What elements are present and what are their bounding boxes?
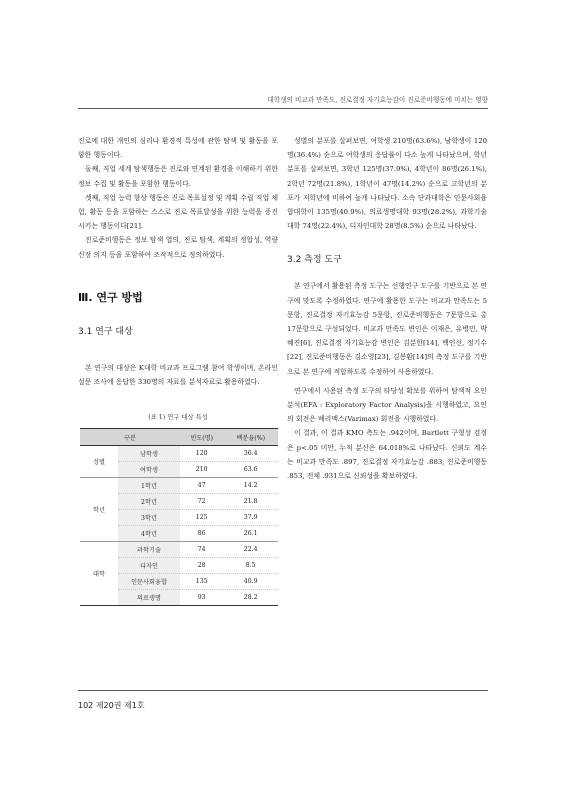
category-cell: 과학기술 — [118, 542, 180, 558]
table-header: 구분 — [80, 429, 180, 446]
percent-cell: 8.5 — [223, 558, 278, 574]
group-label: 성별 — [80, 446, 118, 478]
subsection-title: 3.1 연구 대상 — [78, 326, 133, 337]
percent-cell: 22.4 — [223, 542, 278, 558]
count-cell: 120 — [180, 446, 223, 462]
percent-cell: 14.2 — [223, 478, 278, 494]
paragraph: 진로에 대한 개인의 심리나 환경적 특성에 관한 탐색 및 활동을 포함한 행동이다. — [78, 137, 278, 160]
percent-cell: 36.4 — [223, 446, 278, 462]
section-title: Ⅲ. 연구 방법 — [78, 290, 143, 304]
table-caption: (표 1) 연구 대상 특성 — [148, 414, 208, 422]
paragraph: 진로준비행동은 정보 탐색 열의, 진로 탐색, 계획의 정합성, 역량 신장 의지 등을 포함하여 조작적으로 정의하였다. — [78, 236, 278, 259]
count-cell: 74 — [180, 542, 223, 558]
table-row — [80, 478, 278, 494]
running-head: 대학생의 비교과 만족도, 진로결정 자기효능감이 진로준비행동에 미치는 영향 — [267, 96, 488, 104]
category-cell: 여학생 — [118, 462, 180, 478]
paragraph: 이 결과, 이 결과 KMO 측도는 .942이며, Bartlett 구형성 검정은 p<.05 미만, 누적 분산은 64.018%로 나타났다. 신뢰도 계수는 비교과 만족도 .897, 진로결정 자기효능감 .883, 진로준비행동 .853, 전체 .931으로 신뢰성을 확보하였다. — [287, 429, 487, 481]
category-cell: 2학년 — [118, 494, 180, 510]
left-column — [78, 134, 278, 606]
percent-cell: 63.6 — [223, 462, 278, 478]
page-footer: 102 제20권 제1호 — [78, 701, 145, 710]
group-label: 학년 — [80, 478, 118, 542]
table-header-row — [80, 429, 278, 446]
category-cell: 의료생명 — [118, 590, 180, 606]
table-header: 빈도(명) — [180, 429, 223, 446]
table-row — [80, 446, 278, 462]
percent-cell: 21.8 — [223, 494, 278, 510]
footer-rule — [78, 690, 488, 691]
demographics-table — [80, 428, 278, 606]
percent-cell: 26.1 — [223, 526, 278, 542]
count-cell: 210 — [180, 462, 223, 478]
count-cell: 86 — [180, 526, 223, 542]
category-cell: 1학년 — [118, 478, 180, 494]
paragraph: 연구에서 사용된 측정 도구의 타당성 확보를 위하여 탐색적 요인분석(EFA : Exploratory Factor Analysis)을 시행하였고, 요인의 회전은 베리맥스(Varimax) 회전을 시행하였다. — [287, 386, 487, 424]
paragraph: 성별의 분포를 살펴보면, 여학생 210명(63.6%), 남학생이 120명(36.4%) 순으로 여학생의 응답률이 다소 높게 나타났으며, 학년 분포를 살펴보면, 3학년 125명(37.9%), 4학년이 86명(26.1%), 2학년 72명(21.8%), 1학년이 47명(14.2%) 순으로 고학년의 분포가 저학년에 비하여 높게 나타났다. 소속 단과대학은 인문사회융합대학이 135명(40.9%), 의료생명대학 93명(28.2%), 과학기술대학 74명(22.4%), 디자인대학 28명(8.5%) 순으로 나타났다. — [287, 137, 487, 231]
table-header: 백분율(%) — [223, 429, 278, 446]
paragraph: 셋째, 직업 능력 향상 행동은 진로 목표설정 및 계획 수립 직업 체험, 활동 등을 포함하는 스스로 진로 목표달성을 위한 능력을 증진시키는 행동이다[21]. — [78, 193, 278, 231]
category-cell: 디자인 — [118, 558, 180, 574]
paragraph: 본 연구의 대상은 K대학 비교과 프로그램 참여 학생이며, 온라인 설문 조사에 응답한 330명의 자료를 분석자료로 활용하였다. — [78, 363, 278, 387]
percent-cell: 28.2 — [223, 590, 278, 606]
count-cell: 28 — [180, 558, 223, 574]
count-cell: 72 — [180, 494, 223, 510]
count-cell: 135 — [180, 574, 223, 590]
percent-cell: 37.9 — [223, 510, 278, 526]
paragraph: 본 연구에서 활용된 측정 도구는 선행연구 도구를 기반으로 본 연구에 맞도록 수정하였다. 연구에 활용한 도구는 비교과 만족도는 5문항, 진로결정 자기효능감 5문항, 진로준비행동은 7문항으로 총 17문항으로 구성되었다. 비교과 만족도 변인은 이재은, 유병민, 박혜진[6], 진로결정 자기효능감 변인은 김분한[14], 백인선, 정기수[22], 진로준비행동은 김소영[23], 김봉환[14]의 측정 도구를 기반으로 본 연구에 적합하도록 수정하여 사용하였다. — [287, 282, 487, 376]
category-cell: 3학년 — [118, 510, 180, 526]
right-column — [287, 134, 487, 483]
category-cell: 인문사회융합 — [118, 574, 180, 590]
count-cell: 47 — [180, 478, 223, 494]
subsection-title: 3.2 측정 도구 — [287, 255, 342, 266]
count-cell: 125 — [180, 510, 223, 526]
header-rule — [78, 108, 488, 109]
paragraph: 둘째, 직업 세계 탐색행동은 진로와 연계된 환경을 이해하기 위한 정보 수집 및 활동을 포함한 행동이다. — [78, 165, 278, 188]
category-cell: 남학생 — [118, 446, 180, 462]
category-cell: 4학년 — [118, 526, 180, 542]
count-cell: 93 — [180, 590, 223, 606]
percent-cell: 40.9 — [223, 574, 278, 590]
group-label: 대학 — [80, 542, 118, 606]
table-row — [80, 542, 278, 558]
